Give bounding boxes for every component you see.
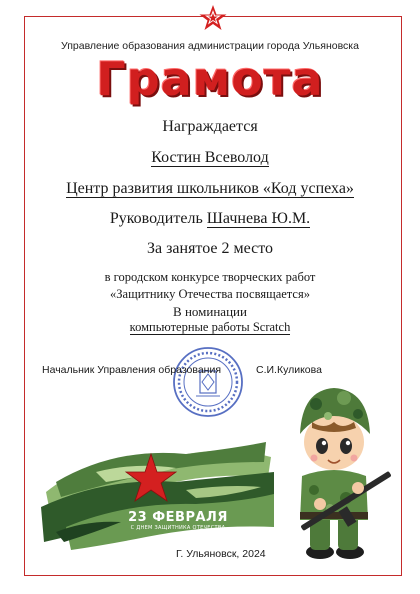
leader-prefix: Руководитель [109,210,203,227]
nomination-value: компьютерные работы Scratch [129,320,291,334]
leader-row [0,210,420,228]
official-seal-icon [172,346,244,418]
center-name-row [0,180,420,198]
recipient-name: Костин Всеволод [151,149,269,166]
camouflage-banner [36,432,276,552]
date-caption [118,510,238,531]
certificate-title: Грамота [96,52,324,106]
center-name: Центр развития школьников «Код успеха» [66,180,354,197]
contest-line-1: в городском конкурсе творческих работ [104,270,316,284]
date-sub: С ДНЕМ ЗАЩИТНИКА ОТЕЧЕСТВА [130,525,226,531]
recipient-name-row [0,149,420,167]
contest-line-2: «Защитнику Отечества посвящается» [110,287,310,301]
city-year: Г. Ульяновск, 2024 [176,548,266,560]
nomination-value-row [0,320,420,335]
signature-name: С.И.Куликова [256,364,322,376]
leader-name: Шачнева Ю.М. [206,210,311,227]
awarded-label: Награждается [162,118,258,135]
signature-role: Начальник Управления образования [42,364,222,376]
place-text: За занятое 2 место [146,240,274,257]
nomination-label: В номинации [173,304,247,319]
red-star-icon [198,4,228,34]
date-main: 23 ФЕВРАЛЯ [128,510,228,525]
organization-name: Управление образования администрации города Ульяновска [61,40,359,52]
cartoon-soldier-image [284,380,402,562]
